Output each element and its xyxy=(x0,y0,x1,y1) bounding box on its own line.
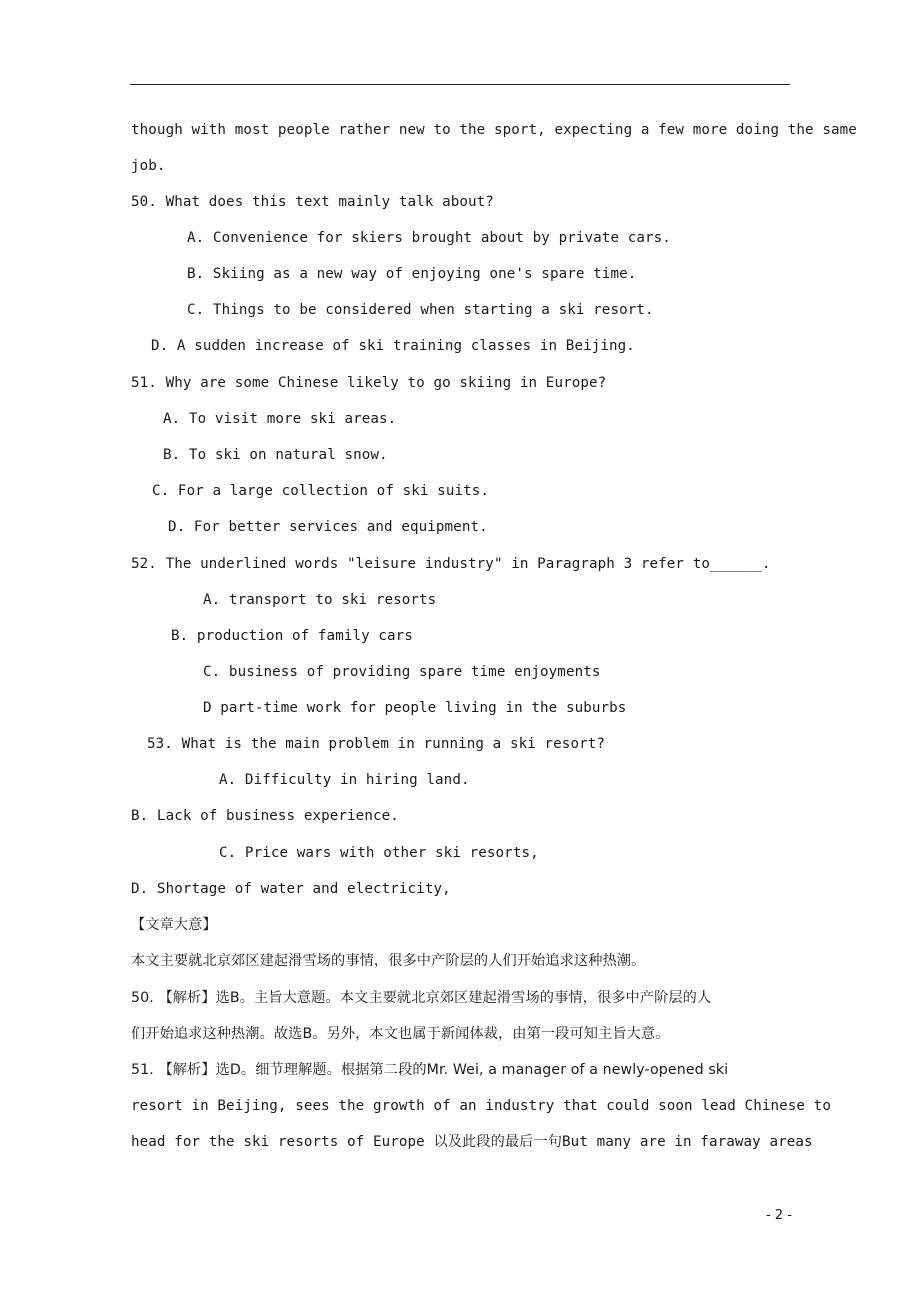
option-50-b: B. Skiing as a new way of enjoying one's spare time. xyxy=(187,266,637,282)
option-50-d: D. A sudden increase of ski training classes in Beijing. xyxy=(151,338,635,354)
option-52-b: B. production of family cars xyxy=(171,628,413,644)
page-number: - 2 - xyxy=(766,1208,792,1223)
question-52: 52. The underlined words "leisure industry" in Paragraph 3 refer to______. xyxy=(131,556,771,572)
passage-line: job. xyxy=(131,158,166,174)
summary-text: 本文主要就北京郊区建起滑雪场的事情，很多中产阶层的人们开始追求这种热潮。 xyxy=(131,953,646,969)
option-50-a: A. Convenience for skiers brought about by private cars. xyxy=(187,230,671,246)
option-52-a: A. transport to ski resorts xyxy=(203,592,437,608)
option-51-b: B. To ski on natural snow. xyxy=(163,447,388,463)
option-53-a: A. Difficulty in hiring land. xyxy=(219,772,470,788)
section-heading: 【文章大意】 xyxy=(131,917,217,933)
question-53: 53. What is the main problem in running a ski resort? xyxy=(147,736,606,752)
option-50-c: C. Things to be considered when starting a ski resort. xyxy=(187,302,654,318)
option-53-c: C. Price wars with other ski resorts, xyxy=(219,845,539,861)
option-51-d: D. For better services and equipment. xyxy=(168,519,488,535)
answer-51-line: resort in Beijing, sees the growth of an industry that could soon lead Chinese to xyxy=(131,1098,831,1114)
header-rule xyxy=(130,84,790,85)
answer-50-line: 们开始追求这种热潮。故选B。另外，本文也属于新闻体裁，由第一段可知主旨大意。 xyxy=(131,1026,670,1042)
passage-line: though with most people rather new to the sport, expecting a few more doing the same xyxy=(131,122,857,138)
option-51-c: C. For a large collection of ski suits. xyxy=(152,483,490,499)
option-52-c: C. business of providing spare time enjoyments xyxy=(203,664,601,680)
answer-51-line: head for the ski resorts of Europe 以及此段的最后一句But many are in faraway areas xyxy=(131,1134,813,1150)
option-52-d: D part-time work for people living in the suburbs xyxy=(203,700,627,716)
option-51-a: A. To visit more ski areas. xyxy=(163,411,397,427)
answer-50-line: 50. 【解析】选B。主旨大意题。本文主要就北京郊区建起滑雪场的事情，很多中产阶层的人 xyxy=(131,990,712,1006)
option-53-d: D. Shortage of water and electricity, xyxy=(131,881,451,897)
option-53-b: B. Lack of business experience. xyxy=(131,808,399,824)
question-51: 51. Why are some Chinese likely to go skiing in Europe? xyxy=(131,375,607,391)
question-50: 50. What does this text mainly talk about? xyxy=(131,194,494,210)
answer-51-line: 51. 【解析】选D。细节理解题。根据第二段的Mr. Wei, a manager of a newly-opened ski xyxy=(131,1062,729,1078)
